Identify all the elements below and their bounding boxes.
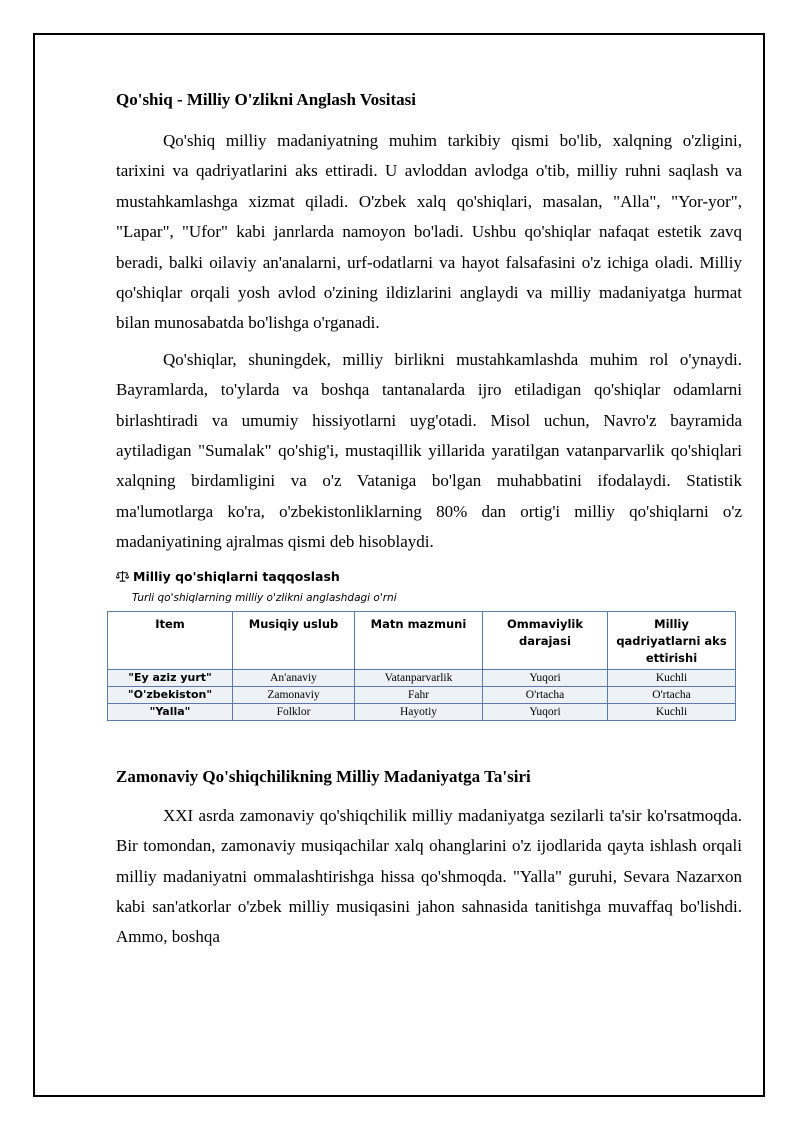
table-cell: Fahr [355, 686, 483, 703]
document-body [116, 88, 742, 953]
column-header: Ommaviylik darajasi [483, 611, 608, 669]
table-cell: "O'zbekiston" [108, 686, 233, 703]
balance-scale-icon [116, 570, 129, 583]
table-cell: O'rtacha [608, 686, 736, 703]
table-row [108, 669, 736, 686]
table-row [108, 703, 736, 720]
column-header: Matn mazmuni [355, 611, 483, 669]
table-cell: "Yalla" [108, 703, 233, 720]
comparison-table [107, 611, 736, 721]
table-title-text: Milliy qo'shiqlarni taqqoslash [133, 568, 340, 584]
column-header: Musiqiy uslub [233, 611, 355, 669]
table-cell: Hayotiy [355, 703, 483, 720]
table-cell: Vatanparvarlik [355, 669, 483, 686]
section-1-paragraph-1: Qo'shiq milliy madaniyatning muhim tarkibiy qismi bo'lib, xalqning o'zligini, tarixini va qadriyatlarini aks ettiradi. U avloddan avlodga o'tib, milliy ruhni saqlash va mustahkamlashga xizmat qiladi. O'zbek xalq qo'shiqlari, masalan, "Alla", "Yor-yor", "Lapar", "Ufor" kabi janrlarda namoyon bo'ladi. Ushbu qo'shiqlar nafaqat estetik zavq beradi, balki oilaviy an'analarni, urf-odatlarni va hayot falsafasini o'z ichiga oladi. Milliy qo'shiqlar orqali yosh avlod o'zining ildizlarini anglaydi va milliy madaniyatga hurmat bilan munosabatda bo'lishga o'rganadi. [116, 131, 742, 333]
table-cell: Yuqori [483, 703, 608, 720]
column-header: Milliy qadriyatlarni aks ettirishi [608, 611, 736, 669]
table-row [108, 686, 736, 703]
table-cell: Kuchli [608, 669, 736, 686]
table-cell: Folklor [233, 703, 355, 720]
table-cell: Zamonaviy [233, 686, 355, 703]
table-header-row [108, 611, 736, 669]
table-title [116, 568, 742, 586]
section-2-heading: Zamonaviy Qo'shiqchilikning Milliy Madaniyatga Ta'siri [116, 766, 531, 786]
table-cell: Kuchli [608, 703, 736, 720]
section-1-heading: Qo'shiq - Milliy O'zlikni Anglash Vositasi [116, 90, 416, 109]
section-2-paragraph-1: XXI asrda zamonaviy qo'shiqchilik milliy madaniyatga sezilarli ta'sir ko'rsatmoqda. Bir tomondan, zamonaviy musiqachilar xalq ohanglarini o'z ijodlarida qayta ishlash orqali milliy madaniyatni ommalashtirishga hissa qo'shmoqda. "Yalla" guruhi, Sevara Nazarxon kabi san'atkorlar o'zbek milliy musiqasini jahon sahnasida tanitishga muvaffaq bo'lishdi. Ammo, boshqa [116, 805, 742, 947]
comparison-table-block [116, 568, 742, 721]
table-cell: O'rtacha [483, 686, 608, 703]
table-cell: Yuqori [483, 669, 608, 686]
table-cell: An'anaviy [233, 669, 355, 686]
table-cell: "Ey aziz yurt" [108, 669, 233, 686]
table-caption: Turli qo'shiqlarning milliy o'zlikni anglashdagi o'rni [132, 591, 397, 604]
section-1-paragraph-2: Qo'shiqlar, shuningdek, milliy birlikni mustahkamlashda muhim rol o'ynaydi. Bayramlarda, to'ylarda va boshqa tantanalarda ijro etiladigan qo'shiqlar odamlarni birlashtiradi va umumiy hissiyotlarni uyg'otadi. Misol uchun, Navro'z bayramida aytiladigan "Sumalak" qo'shig'i, mustaqillik yillarida yaratilgan vatanparvarlik qo'shiqlari xalqning birdamligini va o'z Vataniga bo'lgan muhabbatini ifodalaydi. Statistik ma'lumotlarga ko'ra, o'zbekistonliklarning 80% dan ortig'i milliy qo'shiqlarni o'z madaniyatining ajralmas qismi deb hisoblaydi. [116, 349, 742, 552]
column-header: Item [108, 611, 233, 669]
